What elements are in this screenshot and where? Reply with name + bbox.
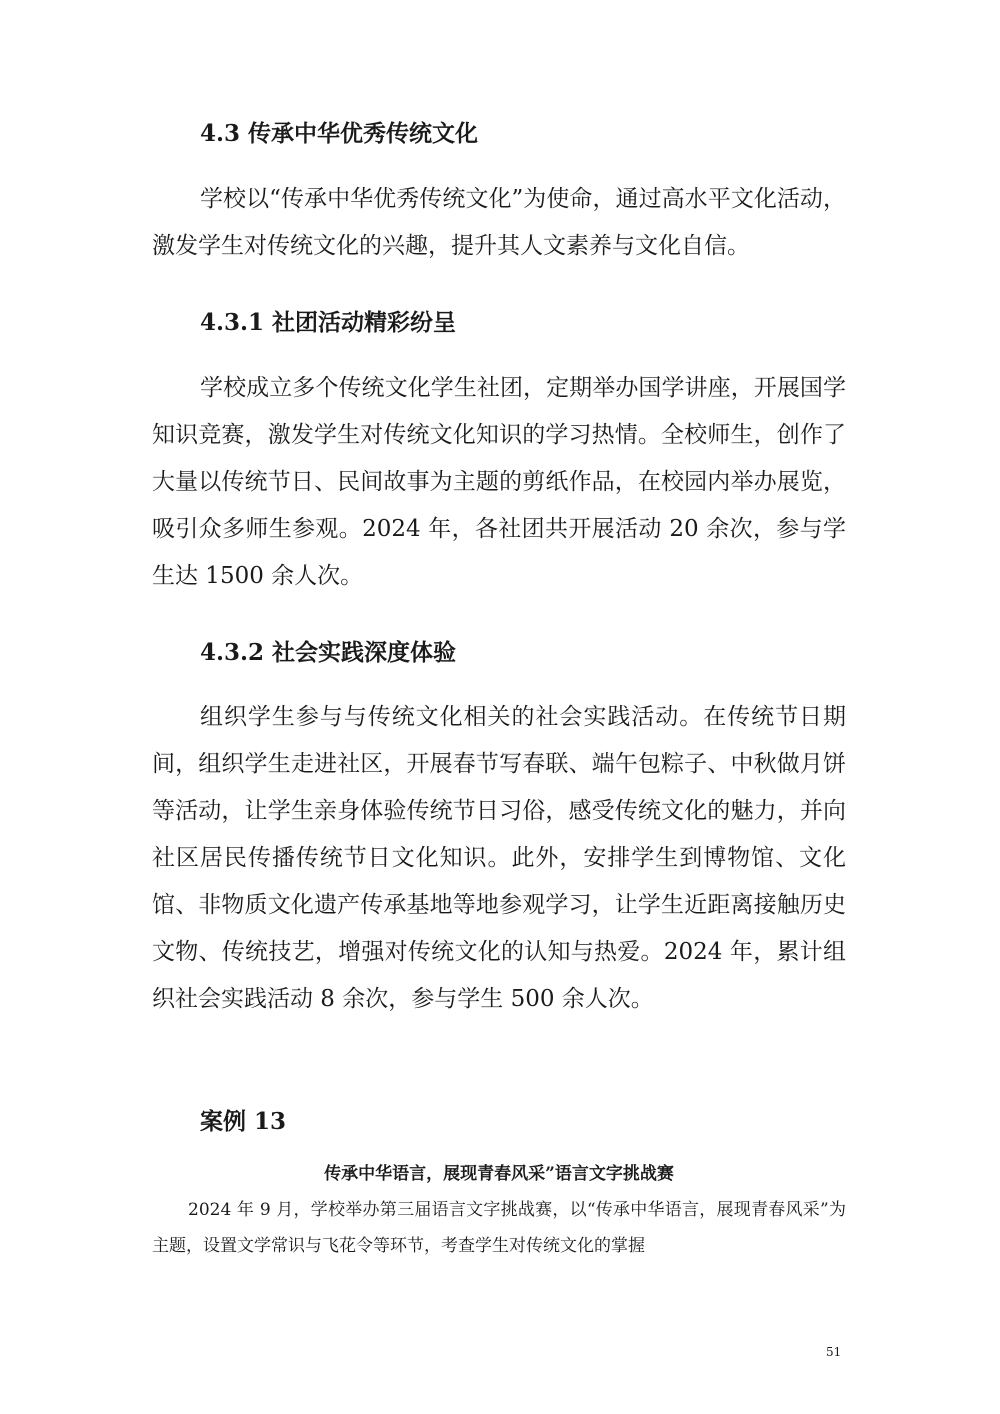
section-heading: 4.3 传承中华优秀传统文化 [200, 120, 479, 147]
subsection-1-paragraph: 学校成立多个传统文化学生社团，定期举办国学讲座，开展国学知识竞赛，激发学生对传统文化知识的学习热情。全校师生，创作了大量以传统节日、民间故事为主题的剪纸作品，在校园内举办展览，吸引众多师生参观。2024 年，各社团共开展活动 20 余次，参与学生达 1500 余人次。 [152, 375, 846, 589]
section-intro-paragraph: 学校以“传承中华优秀传统文化”为使命，通过高水平文化活动，激发学生对传统文化的兴趣，提升其人文素养与文化自信。 [152, 186, 846, 259]
subsection-1-heading: 4.3.1 社团活动精彩纷呈 [200, 309, 457, 336]
case-label: 案例 13 [200, 1108, 287, 1135]
page-number: 51 [826, 1345, 842, 1359]
subsection-2-heading: 4.3.2 社会实践深度体验 [200, 639, 457, 666]
case-paragraph: 2024 年 9 月，学校举办第三届语言文字挑战赛，以“传承中华语言，展现青春风采”为主题，设置文学常识与飞花令等环节，考查学生对传统文化的掌握 [152, 1200, 846, 1256]
subsection-2-paragraph: 组织学生参与与传统文化相关的社会实践活动。在传统节日期间，组织学生走进社区，开展春节写春联、端午包粽子、中秋做月饼等活动，让学生亲身体验传统节日习俗，感受传统文化的魅力，并向社区居民传播传统节日文化知识。此外，安排学生到博物馆、文化馆、非物质文化遗产传承基地等地参观学习，让学生近距离接触历史文物、传统技艺，增强对传统文化的认知与热爱。2024 年，累计组织社会实践活动 8 余次，参与学生 500 余人次。 [152, 704, 846, 1012]
case-title: 传承中华语言，展现青春风采”语言文字挑战赛 [324, 1164, 674, 1184]
